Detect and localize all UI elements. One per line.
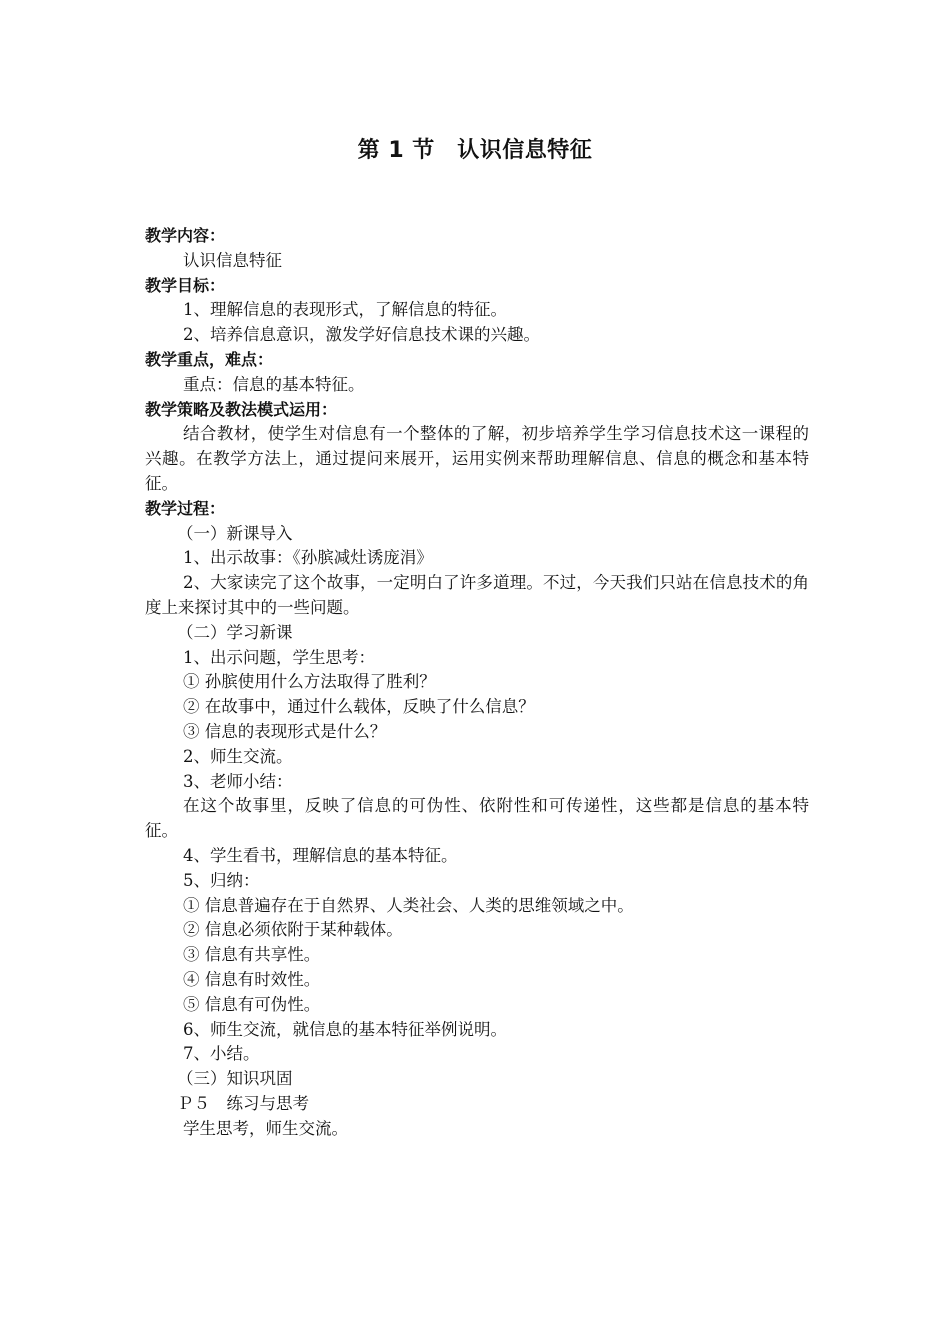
- section-heading-content: 教学内容：: [145, 226, 226, 245]
- page-title: 第 1 节 认识信息特征: [357, 138, 593, 163]
- feature-item: ③ 信息有共享性。: [183, 945, 321, 965]
- question-item: ② 在故事中，通过什么载体，反映了什么信息？: [183, 697, 535, 717]
- process-step: Ｐ５ 练习与思考: [177, 1093, 309, 1113]
- process-step: 2、师生交流。: [183, 746, 293, 766]
- process-paragraph: 2、大家读完了这个故事，一定明白了许多道理。不过，今天我们只站在信息技术的角度上来探讨其中的一些问题。: [145, 573, 809, 617]
- process-step: 3、老师小结：: [183, 771, 293, 791]
- feature-item: ⑤ 信息有可伪性。: [183, 994, 321, 1014]
- section-heading-strategy: 教学策略及教法模式运用：: [145, 399, 338, 419]
- process-part-heading: （三）知识巩固: [177, 1069, 293, 1089]
- process-step: 4、学生看书，理解信息的基本特征。: [183, 845, 458, 865]
- goal-item: 2、培养信息意识，激发学好信息技术课的兴趣。: [183, 325, 540, 345]
- process-part-heading: （一）新课导入: [177, 523, 293, 543]
- content-text: 认识信息特征: [183, 250, 282, 270]
- process-step: 5、归纳：: [183, 870, 260, 890]
- section-heading-keypoints: 教学重点，难点：: [145, 349, 274, 369]
- process-step: 1、出示故事：《孙膑减灶诱庞涓》: [183, 548, 433, 568]
- summary-paragraph: 在这个故事里，反映了信息的可伪性、依附性和可传递性，这些都是信息的基本特征。: [145, 796, 809, 841]
- question-item: ① 孙膑使用什么方法取得了胜利？: [183, 672, 436, 692]
- feature-item: ② 信息必须依附于某种载体。: [183, 920, 403, 940]
- process-step: 学生思考，师生交流。: [183, 1118, 348, 1138]
- strategy-paragraph: 结合教材，使学生对信息有一个整体的了解，初步培养学生学习信息技术这一课程的兴趣。在教学方法上，通过提问来展开，运用实例来帮助理解信息、信息的概念和基本特征。: [145, 424, 809, 493]
- process-part-heading: （二）学习新课: [177, 622, 293, 642]
- section-heading-goals: 教学目标：: [145, 275, 226, 295]
- process-step: 1、出示问题，学生思考：: [183, 647, 375, 667]
- section-heading-process: 教学过程：: [145, 498, 226, 518]
- document-body: [145, 224, 809, 1141]
- process-step: 7、小结。: [183, 1044, 260, 1064]
- goal-item: 1、理解信息的表现形式，了解信息的特征。: [183, 300, 507, 320]
- question-item: ③ 信息的表现形式是什么？: [183, 721, 387, 741]
- keypoint-text: 重点：信息的基本特征。: [183, 374, 365, 394]
- feature-item: ④ 信息有时效性。: [183, 969, 321, 989]
- feature-item: ① 信息普遍存在于自然界、人类社会、人类的思维领域之中。: [183, 895, 634, 915]
- process-step: 6、师生交流，就信息的基本特征举例说明。: [183, 1019, 507, 1039]
